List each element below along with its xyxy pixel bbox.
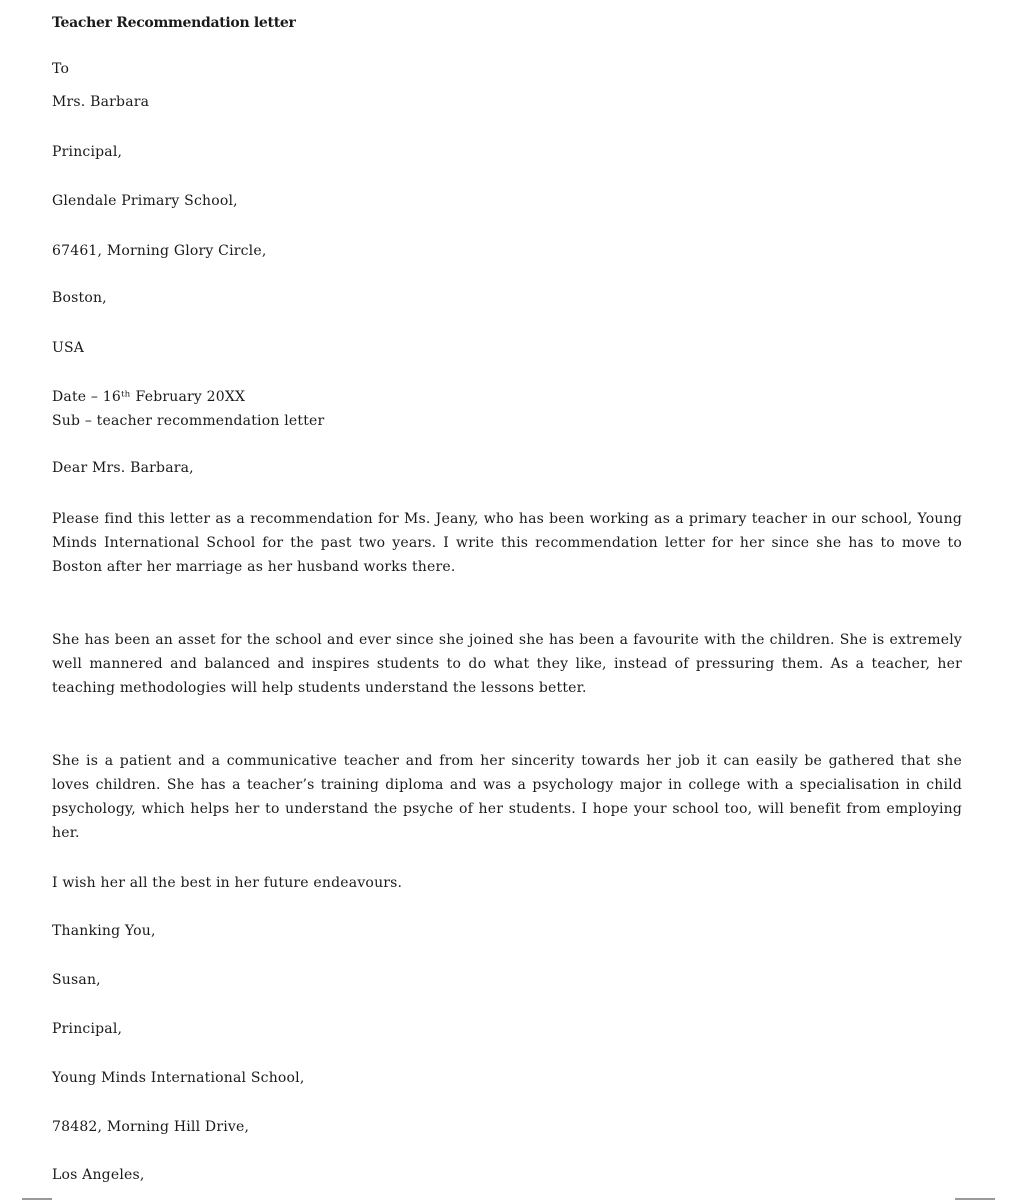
date-line: Date – 16ᵗʰ February 20XX bbox=[52, 389, 246, 405]
closing: Thanking You, bbox=[52, 923, 156, 939]
to-label: To bbox=[52, 61, 70, 77]
recipient-position: Principal, bbox=[52, 144, 123, 160]
salutation: Dear Mrs. Barbara, bbox=[52, 460, 194, 476]
body-paragraph-3: She is a patient and a communicative teacher and from her sincerity towards her job it can easily be gathered that she loves children. She has a teacher’s training diploma and was a psychology major in college with a specialisation in child psychology, which helps her to understand the psyche of her students. I hope your school too, will benefit from employing her. bbox=[52, 753, 962, 841]
sender-city: Los Angeles, bbox=[52, 1167, 145, 1183]
subject-line: Sub – teacher recommendation letter bbox=[52, 413, 325, 429]
recipient-country: USA bbox=[52, 340, 85, 356]
recipient-name: Mrs. Barbara bbox=[52, 94, 150, 110]
sender-school: Young Minds International School, bbox=[52, 1070, 305, 1086]
recipient-city: Boston, bbox=[52, 290, 107, 306]
sender-name: Susan, bbox=[52, 972, 101, 988]
sender-position: Principal, bbox=[52, 1021, 123, 1037]
recipient-street: 67461, Morning Glory Circle, bbox=[52, 243, 267, 259]
recipient-school: Glendale Primary School, bbox=[52, 193, 238, 209]
body-paragraph-2: She has been an asset for the school and ever since she joined she has been a favourite with the children. She is extremely well mannered and balanced and inspires students to do what they like, instead of pressuring them. As a teacher, her teaching methodologies will help students understand the lessons better. bbox=[52, 632, 962, 696]
document-title: Teacher Recommendation letter bbox=[52, 15, 296, 31]
body-paragraph-4: I wish her all the best in her future endeavours. bbox=[52, 875, 403, 891]
body-paragraph-1: Please find this letter as a recommendation for Ms. Jeany, who has been working as a primary teacher in our school, Young Minds International School for the past two years. I write this recommendation letter for her since she has to move to Boston after her marriage as her husband works there. bbox=[52, 511, 962, 575]
sender-street: 78482, Morning Hill Drive, bbox=[52, 1119, 250, 1135]
